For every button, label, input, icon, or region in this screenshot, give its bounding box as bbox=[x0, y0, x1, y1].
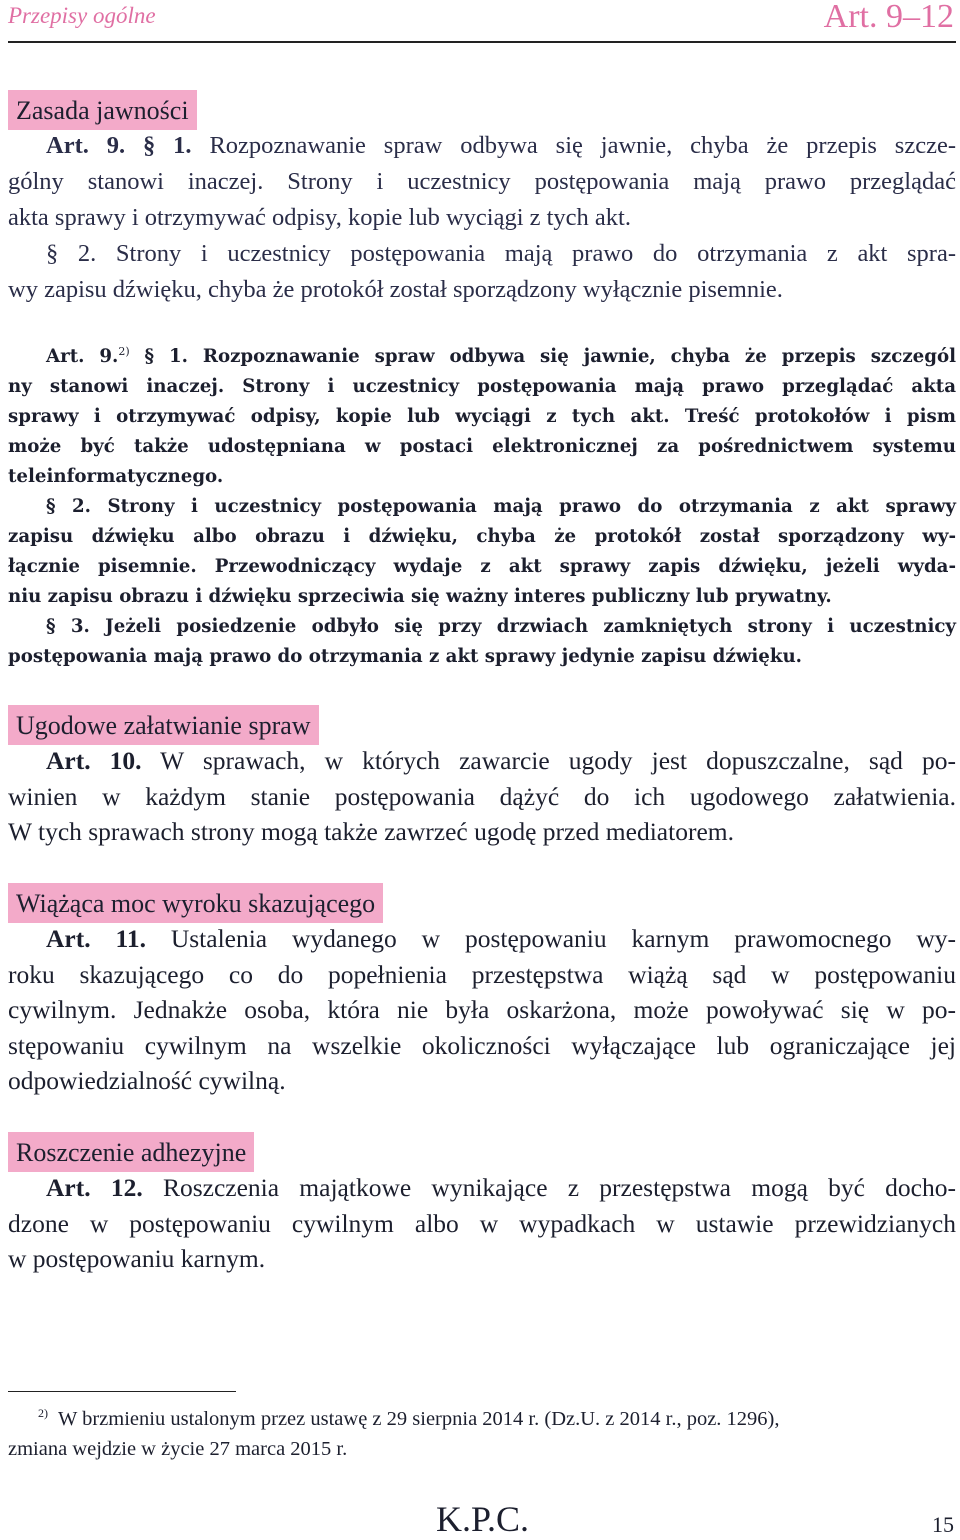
heading-roszczenie-adhezyjne: Roszczenie adhezyjne bbox=[8, 1132, 254, 1172]
text-line: dzone w postępowaniu cywilnym albo w wypadkach w ustawie przewidzianych bbox=[8, 1208, 956, 1238]
text-line: łącznie pisemnie. Przewodniczący wydaje z akt sprawy zapis dźwięku, jeżeli wyda- bbox=[8, 556, 956, 577]
text-line: $^{2)}$ W brzmieniu ustalonym przez ustawę z 29 sierpnia 2014 r. (Dz.U. z 2014 r., poz. 1296), bbox=[38, 1406, 780, 1430]
footnote bbox=[8, 1404, 956, 1464]
text-line: Art. 11. Ustalenia wydanego w postępowaniu karnym prawomocnego wy- bbox=[46, 924, 956, 953]
text-line: Art. 9.$^{2)}$ § 1. Rozpoznawanie spraw odbywa się jawnie, chyba że przepis szczegól bbox=[46, 344, 956, 367]
text-line: akta sprawy i otrzymywać odpisy, kopie lub wyciągi z tych akt. bbox=[8, 204, 631, 231]
art9-old-text bbox=[8, 128, 956, 308]
art9-new-text bbox=[8, 342, 956, 672]
text-line: postępowania mają prawo do otrzymania z akt sprawy jedynie zapisu dźwięku. bbox=[8, 646, 802, 667]
article-number: Art. 11. bbox=[46, 924, 146, 953]
article-number: Art. 9. § 1. bbox=[46, 132, 192, 159]
text-line: wy zapisu dźwięku, chyba że protokół został sporządzony wyłącznie pisemnie. bbox=[8, 276, 783, 303]
text-line: W tych sprawach strony mogą także zawrzeć ugodę przed mediatorem. bbox=[8, 817, 734, 847]
footnote-ref: 2) bbox=[118, 344, 130, 358]
heading-ugodowe-zalatwianie: Ugodowe załatwianie spraw bbox=[8, 705, 319, 745]
text-line: winien w każdym stanie postępowania dążyć do ich ugodowego załatwienia. bbox=[8, 781, 956, 811]
text-line: w postępowaniu karnym. bbox=[8, 1244, 266, 1274]
art10-text bbox=[8, 743, 956, 850]
text-line: § 2. Strony i uczestnicy postępowania mają prawo do otrzymania z akt spra- bbox=[46, 240, 956, 267]
footnote-rule bbox=[8, 1391, 236, 1392]
running-header-articles: Art. 9–12 bbox=[823, 0, 954, 35]
text-line: zapisu dźwięku albo obrazu i dźwięku, chyba że protokół został sporządzony wy- bbox=[8, 526, 956, 547]
text-line: niu zapisu obrazu i dźwięku sprzeciwia się ważny interes publiczny lub prywatny. bbox=[8, 586, 832, 607]
text-line: roku skazującego co do popełnienia przestępstwa wiążą sąd w postępowaniu bbox=[8, 959, 956, 989]
text-line: cywilnym. Jednakże osoba, która nie była oskarżona, może powoływać się w po- bbox=[8, 995, 956, 1025]
text-line: Art. 10. W sprawach, w których zawarcie ugody jest dopuszczalne, sąd po- bbox=[46, 746, 956, 775]
text-line: § 3. Jeżeli posiedzenie odbyło się przy drzwiach zamkniętych strony i uczestnicy bbox=[46, 616, 956, 637]
article-number: Art. 12. bbox=[46, 1173, 143, 1202]
text-line: Art. 12. Roszczenia majątkowe wynikające z przestępstwa mogą być docho- bbox=[46, 1173, 956, 1202]
text-line: ny stanowi inaczej. Strony i uczestnicy postępowania mają prawo przeglądać akta bbox=[8, 376, 956, 397]
paragraph-number: § 2. bbox=[46, 240, 97, 267]
text-line: gólny stanowi inaczej. Strony i uczestnicy postępowania mają prawo przeglądać bbox=[8, 168, 956, 195]
heading-wiazaca-moc-wyroku: Wiążąca moc wyroku skazującego bbox=[8, 883, 383, 923]
text-line: zmiana wejdzie w życie 27 marca 2015 r. bbox=[8, 1438, 348, 1460]
page-number: 15 bbox=[932, 1512, 954, 1537]
art11-text bbox=[8, 921, 956, 1099]
running-header-section: Przepisy ogólne bbox=[8, 3, 156, 28]
text-line: może być także udostępniana w postaci elektronicznej za pośrednictwem systemu bbox=[8, 436, 956, 457]
article-number: Art. 9. bbox=[46, 346, 119, 367]
text-line: stępowaniu cywilnym na wszelkie okoliczności wyłączające lub ograniczające jej bbox=[8, 1030, 956, 1060]
text-line: sprawy i otrzymywać odpisy, kopie lub wyciągi z tych akt. Treść protokołów i pism bbox=[8, 406, 956, 427]
header-rule bbox=[8, 41, 956, 43]
text-line: § 2. Strony i uczestnicy postępowania mają prawo do otrzymania z akt sprawy bbox=[46, 496, 956, 517]
article-number: Art. 10. bbox=[46, 746, 142, 775]
text-line: teleinformatycznego. bbox=[8, 466, 224, 487]
art12-text bbox=[8, 1170, 956, 1277]
text-line: odpowiedzialność cywilną. bbox=[8, 1066, 286, 1096]
footnote-mark: 2) bbox=[38, 1406, 48, 1421]
footer-title: K.P.C. bbox=[436, 1499, 530, 1539]
heading-zasada-jawnosci: Zasada jawności bbox=[8, 90, 197, 130]
text-line: Art. 9. § 1. Rozpoznawanie spraw odbywa się jawnie, chyba że przepis szcze- bbox=[46, 132, 956, 159]
